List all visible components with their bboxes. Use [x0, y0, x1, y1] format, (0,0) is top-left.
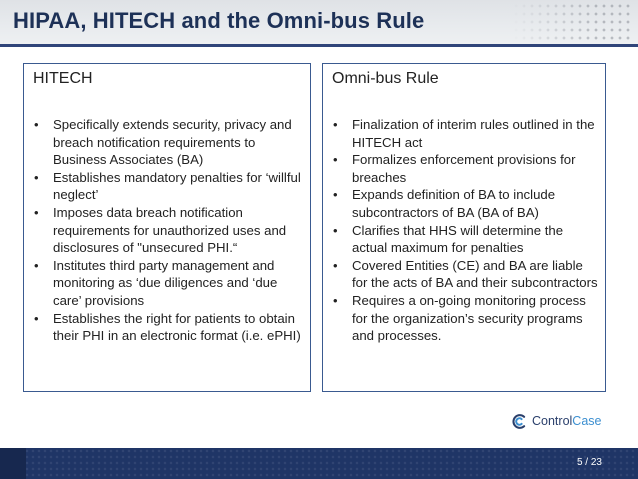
hitech-panel-title: HITECH	[33, 70, 93, 87]
bullet-text: Formalizes enforcement provisions for breaches	[352, 152, 576, 185]
list-item	[332, 186, 599, 221]
list-item	[332, 292, 599, 345]
omnibus-bullet-list	[332, 116, 599, 345]
bullet-text: Imposes data breach notification requirements for unauthorized uses and disclosures of "unsecured PHI.“	[53, 204, 287, 256]
logo-text-main: Control	[532, 414, 573, 428]
bullet-icon: •	[333, 292, 338, 308]
bullet-text: Institutes third party management and monitoring as ‘due diligences and ‘due care’ provisions	[53, 257, 278, 308]
bullet-text: Requires a on-going monitoring process for the organization’s security programs and processes.	[352, 292, 586, 344]
bullet-icon: •	[333, 152, 338, 168]
hitech-bullet-list	[33, 116, 304, 345]
list-item	[33, 204, 304, 257]
list-item	[33, 116, 304, 169]
header-divider	[0, 44, 638, 47]
bullet-icon: •	[34, 310, 39, 326]
bullet-icon: •	[34, 117, 39, 132]
bullet-text: Establishes the right for patients to obtain their PHI in an electronic format (i.e. ePHI)	[53, 310, 301, 344]
header-dot-pattern	[512, 2, 632, 42]
list-item	[33, 310, 304, 345]
bullet-icon: •	[333, 257, 338, 273]
bullet-text: Covered Entities (CE) and BA are liable for the acts of BA and their subcontractors	[352, 257, 598, 291]
page-number: 5 / 23	[576, 457, 602, 468]
logo-text-accent: Case	[572, 414, 602, 428]
header-bar	[0, 0, 638, 44]
bullet-icon: •	[333, 117, 338, 132]
list-item	[332, 151, 599, 186]
list-item	[332, 222, 599, 257]
list-item	[33, 169, 304, 204]
bullet-icon: •	[333, 187, 338, 203]
bullet-icon: •	[333, 222, 338, 238]
omnibus-panel	[322, 63, 606, 392]
list-item	[33, 257, 304, 310]
bullet-icon: •	[34, 204, 39, 220]
bullet-text: Finalization of interim rules outlined in the HITECH act	[352, 117, 595, 150]
bullet-text: Specifically extends security, privacy and breach notification requirements to Business Associates (BA)	[53, 117, 292, 168]
bullet-icon: •	[34, 169, 39, 185]
bullet-text: Establishes mandatory penalties for ‘willful neglect’	[53, 169, 301, 203]
bullet-text: Clarifies that HHS will determine the actual maximum for penalties	[352, 222, 564, 256]
omnibus-panel-title: Omni-bus Rule	[332, 70, 439, 87]
footer-bar	[0, 448, 638, 479]
controlcase-logo	[511, 411, 621, 435]
hitech-panel	[23, 63, 311, 392]
list-item	[332, 116, 599, 151]
list-item	[332, 257, 599, 292]
footer-accent-block	[0, 448, 26, 479]
slide-title: HIPAA, HITECH and the Omni-bus Rule	[13, 8, 425, 33]
bullet-icon: •	[34, 257, 39, 273]
controlcase-logo-icon	[511, 413, 528, 430]
controlcase-logo-text	[532, 414, 601, 428]
bullet-text: Expands definition of BA to include subcontractors of BA (BA of BA)	[352, 187, 556, 220]
